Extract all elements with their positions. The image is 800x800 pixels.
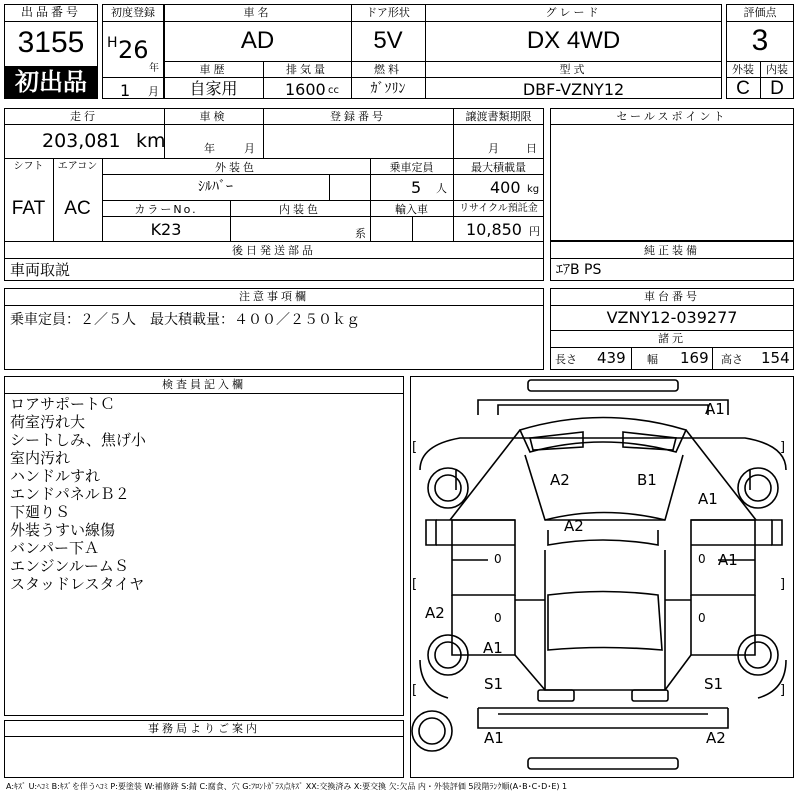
fuel-label: 燃料 xyxy=(374,63,402,76)
length: 439 xyxy=(597,349,626,367)
width: 169 xyxy=(680,349,709,367)
inspection-label: 車検 xyxy=(199,110,228,123)
transfer-day-unit: 日 xyxy=(526,142,537,155)
ac: AC xyxy=(64,198,91,219)
year-unit: 年 xyxy=(149,63,159,74)
inspector-line: 外装うすい線傷 xyxy=(10,521,116,539)
damage-mark: A2 xyxy=(706,729,726,747)
inspector-line: ロアサポートＣ xyxy=(10,395,116,413)
max-load-label: 最大積載量 xyxy=(471,161,526,174)
lot-label: 出品番号 xyxy=(20,5,81,19)
sales-point-label: セールスポイント xyxy=(616,110,728,123)
office-label: 事務局よりご案内 xyxy=(148,722,260,735)
dims-label: 諸元 xyxy=(658,332,686,345)
displacement: 1600 xyxy=(285,80,326,99)
later-parts-label: 後日発送部品 xyxy=(232,244,316,257)
bracket: ] xyxy=(780,577,786,592)
damage-mark: A1 xyxy=(484,729,504,747)
inspector-line: バンパー下Ａ xyxy=(10,539,99,557)
bracket: ] xyxy=(780,683,786,698)
capacity-unit: 人 xyxy=(436,182,447,195)
grade-label: グレード xyxy=(545,6,602,19)
max-load: 400 xyxy=(490,178,521,197)
zero-mark: 0 xyxy=(494,611,502,625)
inspection-month-unit: 月 xyxy=(244,142,255,155)
int-color-label: 内装色 xyxy=(279,203,321,216)
first-reg-label: 初度登録 xyxy=(111,6,155,19)
score-label: 評価点 xyxy=(743,6,777,19)
color-no: K23 xyxy=(150,220,182,239)
inspection-year-unit: 年 xyxy=(204,142,215,155)
lot-number: 3155 xyxy=(17,26,85,59)
shift: FAT xyxy=(11,198,46,219)
ext-color-label: 外装色 xyxy=(215,161,257,174)
zero-mark: 0 xyxy=(494,552,502,566)
transfer-month-unit: 月 xyxy=(488,142,499,155)
legend-text: A:ｷｽﾞ U:ﾍｺﾐ B:ｷｽﾞを伴うﾍｺﾐ P:要塗装 W:補修跡 S:錆 C:腐食、穴 G:ﾌﾛﾝﾄｶﾞﾗｽ点ｷｽﾞ XX:交換済み X:要交換 欠:欠品 内・外装評価 5段階ﾗﾝｸ順(A･B･C･D･E) 1 xyxy=(6,782,568,791)
chassis-label: 車台番号 xyxy=(644,290,700,303)
damage-mark: A1 xyxy=(718,551,738,569)
zero-mark: 0 xyxy=(698,611,706,625)
car-name: AD xyxy=(240,27,275,54)
model-label: 型式 xyxy=(559,63,588,76)
exterior-label: 外装 xyxy=(732,63,754,76)
interior-grade: D xyxy=(770,78,784,99)
damage-mark: A1 xyxy=(698,490,718,508)
color-no-label: カラーNo. xyxy=(134,203,198,216)
history-label: 車歴 xyxy=(199,63,228,76)
score: 3 xyxy=(751,24,769,57)
history: 自家用 xyxy=(189,79,238,98)
inspector-line: エンジンルームＳ xyxy=(10,557,129,575)
grade: DX 4WD xyxy=(526,27,621,54)
inspector-line: 室内汚れ xyxy=(10,449,71,467)
damage-mark: S1 xyxy=(484,675,504,693)
inspector-line: エンドパネルＢ２ xyxy=(10,485,130,503)
mileage-label: 走行 xyxy=(70,110,98,123)
recycle: 10,850 xyxy=(466,220,522,239)
first-listing-badge: 初出品 xyxy=(5,66,97,98)
genuine-equipment: ｴｱB PS xyxy=(556,262,602,278)
inspector-line: スタッドレスタイヤ xyxy=(10,575,145,593)
damage-mark: B1 xyxy=(637,471,657,489)
mileage: 203,081 xyxy=(42,130,121,152)
interior-label: 内装 xyxy=(766,63,788,76)
genuine-label: 純正装備 xyxy=(644,244,700,257)
max-load-unit: kg xyxy=(527,184,540,195)
door-label: ドア形状 xyxy=(366,6,410,19)
era-letter: H xyxy=(107,35,118,51)
damage-mark: A2 xyxy=(425,604,445,622)
car-name-label: 車名 xyxy=(243,6,272,19)
inspector-line: ハンドルすれ xyxy=(10,467,101,485)
damage-mark: A2 xyxy=(550,471,570,489)
ext-color: ｼﾙﾊﾞｰ xyxy=(198,179,233,195)
caution-text: 乗車定員：２／５人 最大積載量：４００／２５０ｋｇ xyxy=(10,312,360,328)
bracket: [ xyxy=(412,577,418,592)
model: DBF-VZNY12 xyxy=(522,80,625,99)
inspector-line: シートしみ、焦げ小 xyxy=(10,431,146,449)
transfer-label: 譲渡書類期限 xyxy=(465,110,532,123)
exterior-grade: C xyxy=(736,78,750,99)
capacity-label: 乗車定員 xyxy=(389,161,434,174)
damage-mark: A1 xyxy=(483,639,503,657)
caution-label: 注意事項欄 xyxy=(239,290,309,303)
ac-label: エアコン xyxy=(57,161,98,172)
later-parts: 車両取説 xyxy=(10,261,71,279)
displacement-unit: cc xyxy=(328,85,339,96)
shift-label: シフト xyxy=(13,161,44,172)
chassis-number: VZNY12-039277 xyxy=(606,308,738,327)
zero-mark: 0 xyxy=(698,552,706,566)
reg-no-label: 登録番号 xyxy=(330,110,386,123)
import-label: 輸入車 xyxy=(395,203,428,216)
bracket: [ xyxy=(412,683,418,698)
width-label: 幅 xyxy=(647,353,658,366)
bracket: [ xyxy=(412,440,418,455)
height: 154 xyxy=(761,349,790,367)
displacement-label: 排気量 xyxy=(286,63,328,76)
fuel: ｶﾞｿﾘﾝ xyxy=(370,81,406,97)
inspector-line: 下廻りＳ xyxy=(10,503,71,521)
height-label: 高さ xyxy=(721,353,743,366)
inspector-line: 荷室汚れ大 xyxy=(10,413,86,431)
damage-mark: A2 xyxy=(564,517,584,535)
month-unit: 月 xyxy=(148,85,159,98)
first-reg-year: 26 xyxy=(118,36,149,64)
length-label: 長さ xyxy=(555,353,577,366)
recycle-unit: 円 xyxy=(529,225,540,238)
damage-mark: S1 xyxy=(704,675,724,693)
inspector-label: 検査員記入欄 xyxy=(162,378,246,391)
capacity: 5 xyxy=(411,178,422,197)
int-color-unit: 系 xyxy=(355,227,366,240)
recycle-label: リサイクル預託金 xyxy=(459,203,538,214)
door-type: 5V xyxy=(373,27,403,54)
first-reg-month: 1 xyxy=(120,81,131,100)
damage-mark: A1 xyxy=(705,400,725,418)
bracket: ] xyxy=(780,440,786,455)
mileage-unit: km xyxy=(136,130,166,152)
